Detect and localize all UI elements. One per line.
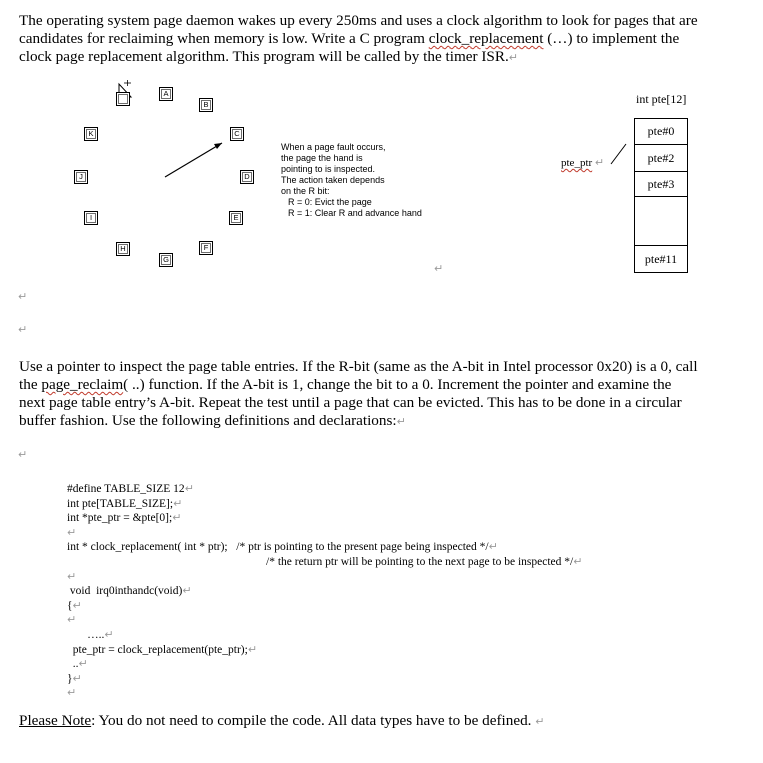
note-line: the page the hand is: [281, 153, 363, 163]
clock-page-A: A: [159, 87, 173, 101]
paragraph-mark: ↵: [508, 51, 519, 64]
code-prototype: int * clock_replacement( int * ptr);: [67, 541, 228, 554]
body-line-3: next page table entry’s A-bit. Repeat the test until a page that can be evicted. This has to be done in a circular: [19, 394, 682, 411]
note-line: When a page fault occurs,: [281, 142, 386, 152]
intro-line-2b: (…) to implement the: [543, 30, 680, 47]
paragraph-mark: ↵: [104, 627, 114, 641]
pte-entry-ellipsis: [634, 196, 688, 246]
intro-line-2a: candidates for reclaiming when memory is low. Write a C program: [19, 30, 429, 47]
body-paragraph: [19, 358, 749, 431]
paragraph-mark: ↵: [67, 525, 77, 539]
pte-ptr-label: [561, 156, 604, 169]
paragraph-mark: ↵: [434, 262, 444, 275]
paragraph-mark: ↵: [184, 482, 194, 495]
page-reclaim-ref: page_reclaim: [41, 376, 124, 393]
paragraph-mark: ↵: [488, 540, 498, 554]
code-define: #define TABLE_SIZE 12: [67, 483, 185, 495]
clock-page-B: B: [199, 98, 213, 112]
paragraph-mark: ↵: [173, 496, 183, 510]
code-open-brace: {: [67, 599, 73, 612]
code-decl-ptr: int *pte_ptr = &pte[0];: [67, 512, 173, 525]
clock-replacement-ref: clock_replacement: [428, 30, 544, 47]
code-block: [67, 482, 582, 701]
clock-page-G: G: [159, 253, 173, 267]
body-line-2a: the: [19, 376, 42, 393]
code-dots-1: …..: [87, 628, 105, 641]
clock-algorithm-note: [281, 142, 451, 219]
pointer-line: [611, 144, 626, 164]
code-isr-signature: void irq0inthandc(void): [69, 585, 183, 598]
clock-page-E: E: [229, 211, 243, 225]
intro-paragraph: [19, 12, 749, 67]
note-line: R = 0: Evict the page: [288, 197, 372, 207]
pte-entry-3: pte#3: [634, 171, 688, 197]
clock-hand-arrowhead: [214, 143, 222, 149]
paragraph-mark: ↵: [573, 554, 583, 568]
paragraph-mark: ↵: [18, 290, 28, 303]
paragraph-mark: ↵: [594, 156, 605, 169]
pte-entry-2: pte#2: [634, 144, 688, 172]
paragraph-mark: ↵: [182, 584, 192, 598]
body-line-1: Use a pointer to inspect the page table entries. If the R-bit (same as the A-bit in Intel processor 0x20) is a 0, call: [19, 358, 698, 375]
code-call: pte_ptr = clock_replacement(pte_ptr);: [72, 643, 248, 656]
clock-hand: [165, 143, 222, 177]
clock-page-C: C: [230, 127, 244, 141]
paragraph-mark: ↵: [67, 686, 77, 700]
note-line: R = 1: Clear R and advance hand: [288, 208, 422, 218]
clock-page-box-0: [116, 92, 130, 106]
code-dots-2: ..: [72, 658, 79, 671]
pte-entry-0: pte#0: [634, 118, 688, 145]
clock-diagram: [0, 78, 763, 288]
code-decl-table: int pte[TABLE_SIZE];: [67, 497, 174, 510]
paragraph-mark: ↵: [78, 657, 88, 671]
paragraph-mark: ↵: [18, 323, 28, 336]
paragraph-mark: ↵: [72, 598, 82, 612]
clock-page-I: I: [84, 211, 98, 225]
paragraph-mark: ↵: [72, 671, 82, 685]
note-line: The action taken depends: [281, 175, 385, 185]
code-comment-2: /* the return ptr will be pointing to the next page to be inspected */: [266, 555, 574, 568]
code-comment-1: /* ptr is pointing to the present page being inspected */: [236, 541, 489, 554]
clock-page-K: K: [84, 127, 98, 141]
paragraph-mark: ↵: [67, 613, 77, 627]
footer-note: [19, 712, 749, 731]
clock-page-D: D: [240, 170, 254, 184]
code-close-brace: }: [67, 672, 73, 685]
intro-line-3: clock page replacement algorithm. This program will be called by the timer ISR.: [19, 48, 509, 65]
body-line-4: buffer fashion. Use the following definitions and declarations:: [19, 412, 397, 429]
paragraph-mark: ↵: [172, 511, 182, 525]
footer-note-text: : You do not need to compile the code. All data types have to be defined.: [91, 712, 532, 729]
note-line: on the R bit:: [281, 186, 330, 196]
clock-page-H: H: [116, 242, 130, 256]
paragraph-mark: ↵: [67, 569, 77, 583]
intro-line-1: The operating system page daemon wakes up every 250ms and uses a clock algorithm to look for pages that are: [19, 12, 698, 29]
paragraph-mark: ↵: [396, 415, 406, 428]
paragraph-mark: ↵: [535, 715, 545, 728]
body-line-2b: ( ..) function. If the A-bit is 1, change the bit to a 0. Increment the pointer and examine the: [123, 376, 672, 393]
paragraph-mark: ↵: [18, 448, 28, 461]
note-line: pointing to is inspected.: [281, 164, 376, 174]
clock-page-J: J: [74, 170, 88, 184]
clock-page-F: F: [199, 241, 213, 255]
page-table-label: int pte[12]: [636, 92, 687, 106]
paragraph-mark: ↵: [247, 642, 258, 656]
footer-note-label: Please Note: [19, 712, 92, 729]
pte-ptr-text: pte_ptr: [561, 157, 593, 169]
pte-entry-11: pte#11: [634, 245, 688, 273]
